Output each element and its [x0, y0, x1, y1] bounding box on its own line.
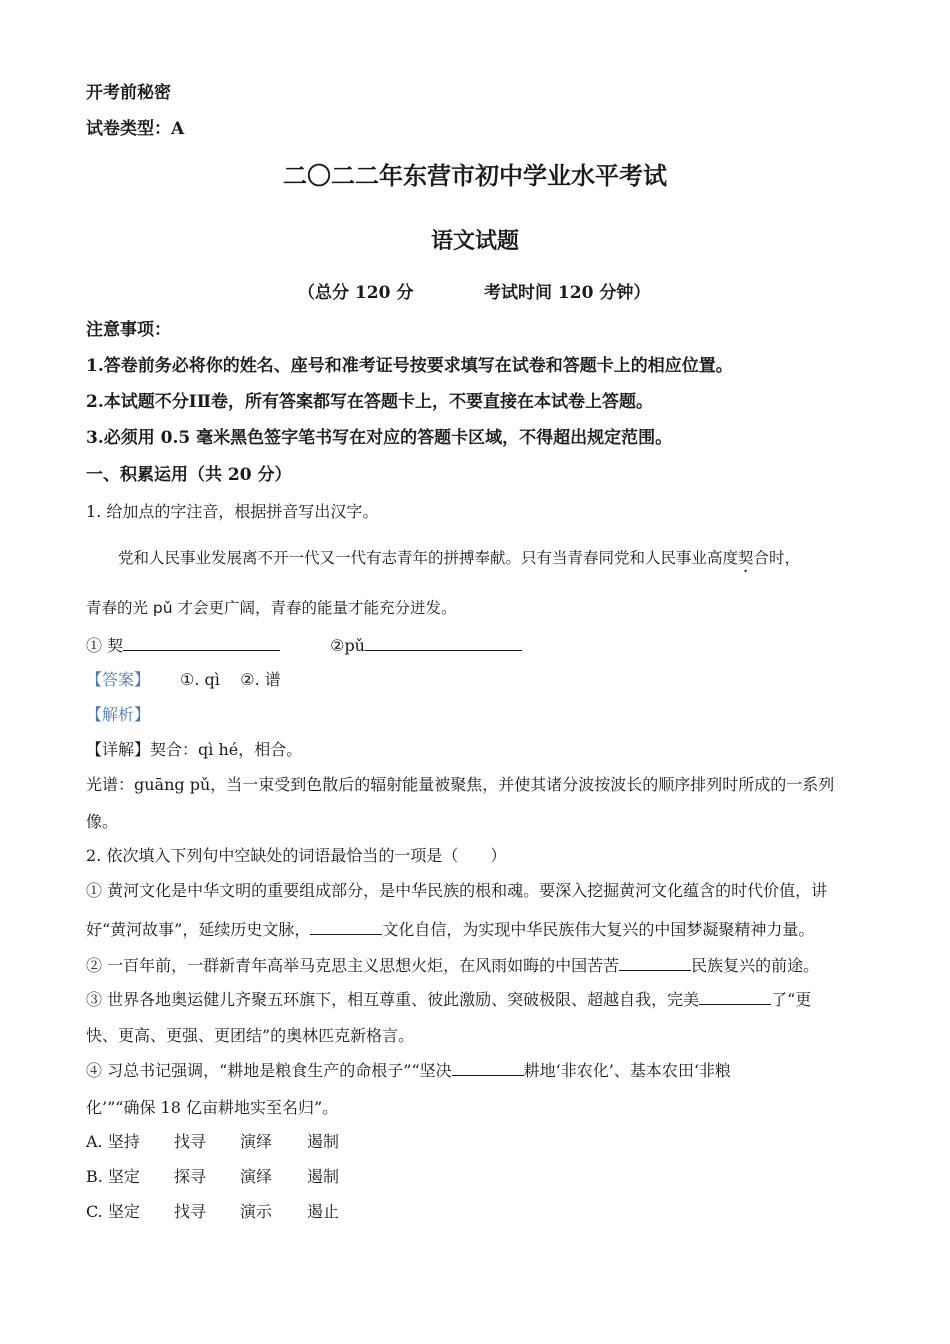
- option-word: 遏止: [307, 1202, 340, 1221]
- option-label: A. 坚持: [86, 1132, 140, 1151]
- option-label: B. 坚定: [86, 1167, 140, 1186]
- blank-1-line: [123, 635, 280, 651]
- sentence-1-text: 好“黄河故事”，延续历史文脉，: [86, 920, 311, 939]
- sentence-4-line-1: [86, 1060, 731, 1081]
- question-2-stem: 2. 依次填入下列句中空缺处的词语最恰当的一项是（ ）: [86, 846, 507, 865]
- total-score: （总分 120 分: [298, 283, 414, 303]
- answer-text: ①. qì ②. 谱: [180, 670, 281, 689]
- section-heading: 一、积累运用（共 20 分）: [86, 465, 292, 485]
- dotted-character: 契: [738, 549, 754, 567]
- passage-text-end: 合时，: [753, 549, 801, 567]
- analysis-tag: 【解析】: [86, 705, 151, 724]
- detail-line-1: 【详解】契合：qì hé，相合。: [86, 740, 303, 759]
- blank-line: [310, 919, 382, 935]
- option-word: 演示: [240, 1202, 273, 1221]
- blank-line: [699, 989, 771, 1005]
- option-word: 演绎: [240, 1132, 273, 1151]
- question-1-stem: 1. 给加点的字注音，根据拼音写出汉字。: [86, 502, 379, 521]
- notice-item-2: 2.本试题不分ⅠⅡ卷，所有答案都写在答题卡上，不要直接在本试卷上答题。: [86, 392, 654, 412]
- option-a: [86, 1132, 339, 1152]
- question-1-passage-line-1: [118, 548, 800, 576]
- sentence-2: [86, 955, 819, 976]
- sentence-1-line-2: [86, 919, 814, 940]
- notice-item-3: 3.必须用 0.5 毫米黑色签字笔书写在对应的答题卡区域，不得超出规定范围。: [86, 428, 673, 448]
- sentence-1-text-end: 文化自信，为实现中华民族伟大复兴的中国梦凝聚精神力量。: [382, 920, 815, 939]
- sentence-3-line-2: 快、更高、更强、更团结”的奥林匹克新格言。: [86, 1026, 415, 1045]
- option-word: 探寻: [174, 1167, 207, 1186]
- blank-2-label: ②pǔ: [330, 636, 365, 655]
- sentence-3-text-end: 了“更: [771, 990, 812, 1009]
- sentence-4-line-2: 化’”“确保 18 亿亩耕地实至名归”。: [86, 1098, 339, 1117]
- option-b: [86, 1167, 339, 1187]
- sentence-3-text: ③ 世界各地奥运健儿齐聚五环旗下，相互尊重、彼此激励、突破极限、超越自我，完美: [86, 990, 700, 1009]
- answer-tag: 【答案】: [86, 670, 151, 689]
- detail-line-3: 像。: [86, 812, 119, 831]
- detail-line-2: 光谱：guāng pǔ，当一束受到色散后的辐射能量被聚焦，并使其诸分波按波长的顺序排列时所成的一系列: [86, 775, 835, 794]
- sentence-2-text: ② 一百年前，一群新青年高举马克思主义思想火炬，在风雨如晦的中国苦苦: [86, 956, 620, 975]
- notice-heading: 注意事项：: [86, 320, 171, 340]
- blank-2-line: [365, 635, 522, 651]
- sentence-1-line-1: ① 黄河文化是中华文明的重要组成部分，是中华民族的根和魂。要深入挖掘黄河文化蕴含的时代价值，讲: [86, 881, 828, 900]
- option-word: 找寻: [174, 1132, 207, 1151]
- passage-text: 党和人民事业发展离不开一代又一代有志青年的拼搏奉献。只有当青春同党和人民事业高度: [118, 549, 739, 567]
- sentence-3-line-1: [86, 989, 811, 1010]
- sentence-4-text: ④ 习总书记强调，“耕地是粮食生产的命根子”“坚决: [86, 1061, 452, 1080]
- paper-type-label: 试卷类型：A: [86, 119, 185, 139]
- blank-line: [619, 955, 691, 971]
- notice-item-1: 1.答卷前务必将你的姓名、座号和准考证号按要求填写在试卷和答题卡上的相应位置。: [86, 356, 733, 376]
- confidential-label: 开考前秘密: [86, 83, 171, 103]
- sentence-4-text-end: 耕地‘非农化’、基本农田‘非粮: [523, 1061, 731, 1080]
- question-1-blanks: [86, 635, 522, 656]
- sentence-2-text-end: 民族复兴的前途。: [691, 956, 820, 975]
- answer-row: [86, 670, 281, 690]
- option-c: [86, 1202, 339, 1222]
- subject-title: 语文试题: [430, 228, 519, 254]
- option-word: 遏制: [307, 1167, 340, 1186]
- blank-1-label: ① 契: [86, 636, 124, 655]
- option-word: 遏制: [307, 1132, 340, 1151]
- option-word: 演绎: [240, 1167, 273, 1186]
- blank-line: [452, 1060, 524, 1076]
- option-label: C. 坚定: [86, 1202, 140, 1221]
- exam-title: 二〇二二年东营市初中学业水平考试: [283, 161, 667, 190]
- question-1-passage-line-2: 青春的光 pǔ 才会更广阔，青春的能量才能充分迸发。: [86, 599, 457, 617]
- exam-time: 考试时间 120 分钟）: [484, 283, 651, 303]
- option-word: 找寻: [174, 1202, 207, 1221]
